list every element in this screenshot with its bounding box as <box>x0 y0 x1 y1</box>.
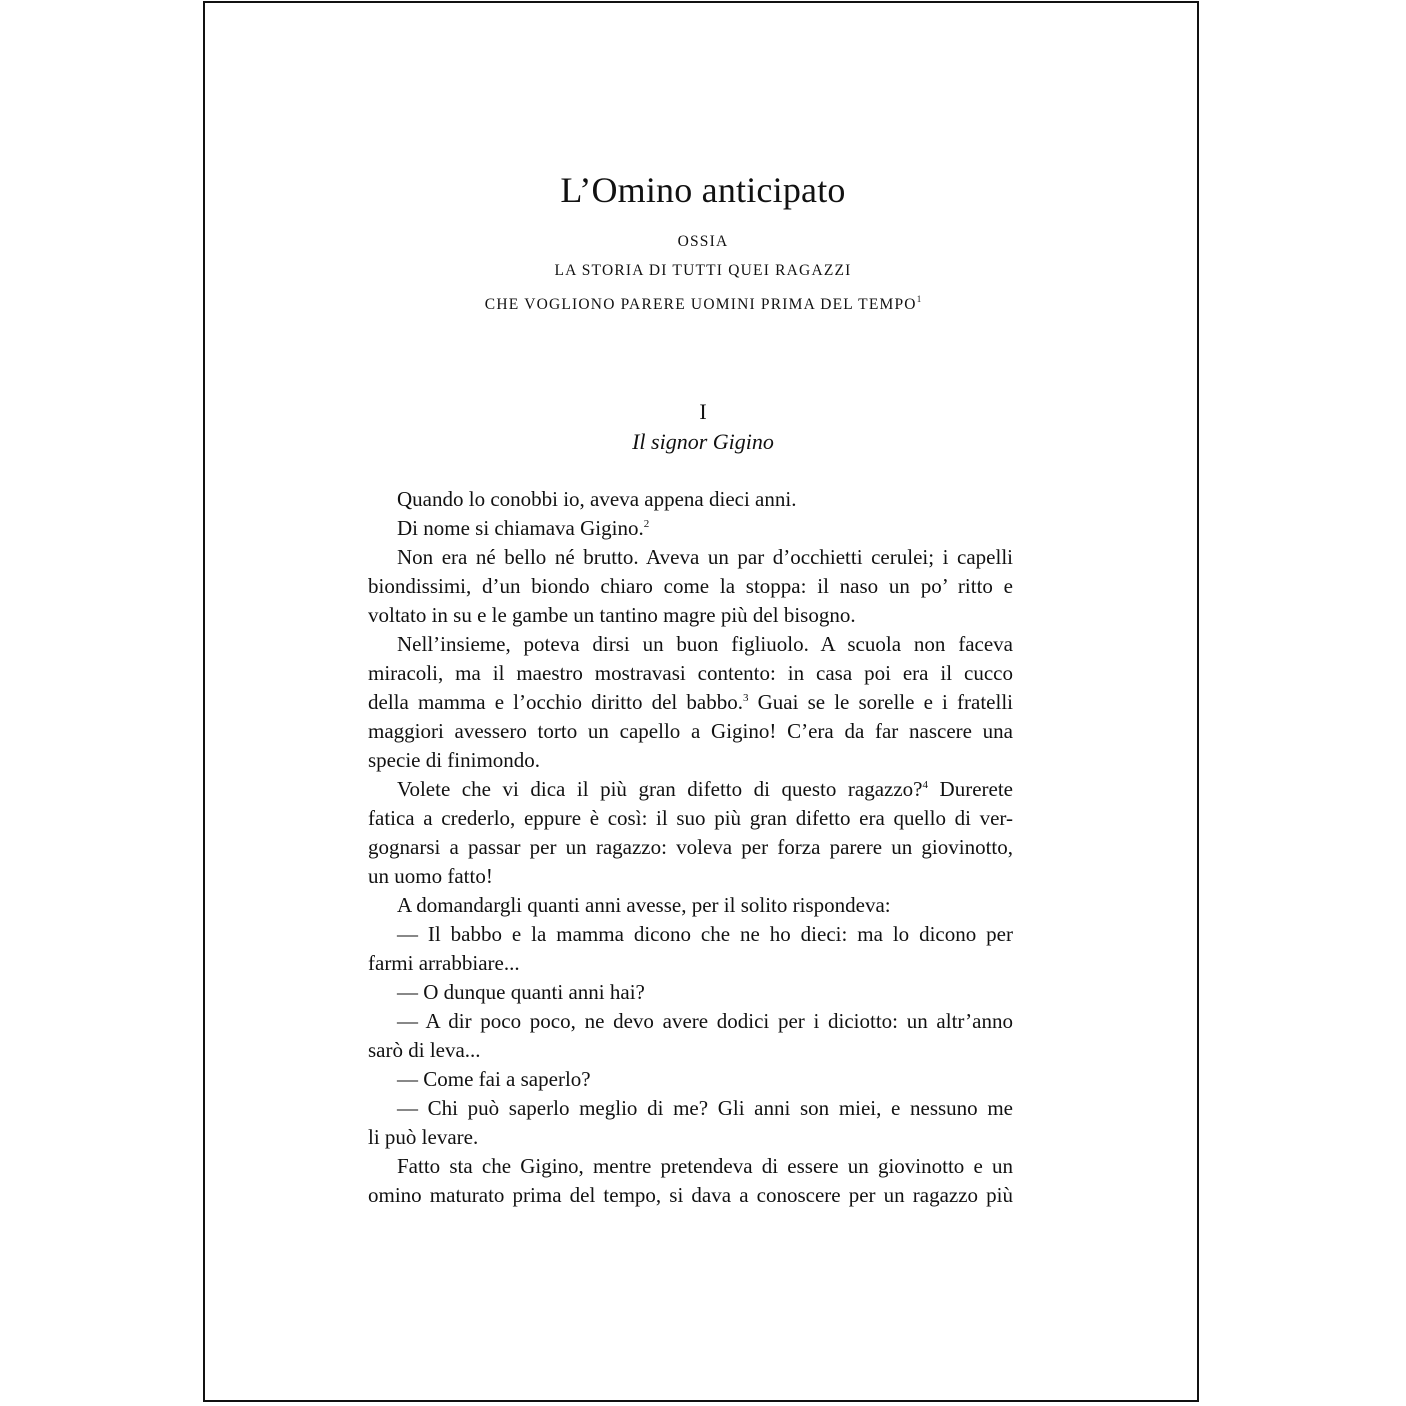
text-line-continuation: Durerete <box>928 777 1013 801</box>
text-line-content: — Chi può saperlo meglio di me? Gli anni son miei, e nessuno me <box>397 1096 1013 1120</box>
text-line <box>368 1094 1013 1123</box>
subtitle-text: CHE VOGLIONO PARERE UOMINI PRIMA DEL TEMPO <box>484 296 917 313</box>
footnote-marker: 3 <box>742 692 749 704</box>
text-line <box>368 485 1013 514</box>
text-line-content: — O dunque quanti anni hai? <box>397 980 645 1004</box>
subtitle-line-3 <box>0 285 1406 319</box>
subtitle-line-2 <box>0 256 1406 285</box>
text-line-content: A domandargli quanti anni avesse, per il solito rispondeva: <box>397 893 891 917</box>
text-line-content: Non era né bello né brutto. Aveva un par d’occhietti cerulei; i capelli <box>397 545 1013 569</box>
text-line <box>368 659 1013 688</box>
text-line-content: un uomo fatto! <box>368 864 493 888</box>
text-line-content: Nell’insieme, poteva dirsi un buon figliuolo. A scuola non faceva <box>397 632 1013 656</box>
footnote-marker: 4 <box>922 779 928 791</box>
subtitle-line-1 <box>0 227 1406 256</box>
text-line <box>368 891 1013 920</box>
text-line-content: maggiori avessero torto un capello a Gigino! C’era da far nascere una <box>368 719 1013 743</box>
chapter-number: I <box>699 399 707 424</box>
text-line <box>368 543 1013 572</box>
body-text <box>368 485 1013 1210</box>
text-line-content: della mamma e l’occhio diritto del babbo. <box>368 690 743 714</box>
chapter-title: Il signor Gigino <box>632 429 774 454</box>
text-line-content: farmi arrabbiare... <box>368 951 520 975</box>
text-line <box>368 1181 1013 1210</box>
text-line <box>368 978 1013 1007</box>
text-line-content: — A dir poco poco, ne devo avere dodici per i diciotto: un altr’anno <box>397 1009 1013 1033</box>
text-line-content: gognarsi a passar per un ragazzo: voleva per forza parere un giovinotto, <box>368 835 1013 859</box>
text-line <box>368 1036 1013 1065</box>
text-line <box>368 949 1013 978</box>
text-line-content: — Il babbo e la mamma dicono che ne ho dieci: ma lo dicono per <box>397 922 1013 946</box>
text-line <box>368 804 1013 833</box>
text-line-content: Fatto sta che Gigino, mentre pretendeva di essere un giovinotto e un <box>397 1154 1013 1178</box>
text-line <box>368 862 1013 891</box>
text-line <box>368 920 1013 949</box>
subtitle-text: LA STORIA DI TUTTI QUEI RAGAZZI <box>554 262 852 279</box>
text-line-content: biondissimi, d’un biondo chiaro come la stoppa: il naso un po’ ritto e <box>368 574 1013 598</box>
text-line <box>368 630 1013 659</box>
text-line <box>368 514 1013 543</box>
text-line <box>368 601 1013 630</box>
text-line <box>368 775 1013 804</box>
text-line <box>368 1065 1013 1094</box>
text-line-content: Di nome si chiamava Gigino. <box>397 516 644 540</box>
subtitle-text: OSSIA <box>677 233 729 250</box>
text-line <box>368 717 1013 746</box>
text-line-content: Volete che vi dica il più gran difetto di questo ragazzo? <box>397 777 923 801</box>
text-line <box>368 688 1013 717</box>
text-line <box>368 746 1013 775</box>
text-line-content: miracoli, ma il maestro mostravasi contento: in casa poi era il cucco <box>368 661 1013 685</box>
text-line-content: li può levare. <box>368 1125 479 1149</box>
text-line <box>368 1007 1013 1036</box>
text-line <box>368 1152 1013 1181</box>
text-line-content: omino maturato prima del tempo, si dava a conoscere per un ragazzo più <box>368 1183 1013 1207</box>
text-line <box>368 1123 1013 1152</box>
text-line-content: sarò di leva... <box>368 1038 481 1062</box>
text-line-content: voltato in su e le gambe un tantino magre più del bisogno. <box>368 603 856 627</box>
text-line-content: Quando lo conobbi io, aveva appena dieci anni. <box>397 487 797 511</box>
text-line <box>368 833 1013 862</box>
text-line-content: fatica a crederlo, eppure è così: il suo più gran difetto era quello di ver- <box>368 806 1013 830</box>
footnote-marker: 1 <box>916 294 922 304</box>
text-line <box>368 572 1013 601</box>
text-line-continuation: Guai se le sorelle e i fratelli <box>748 690 1013 714</box>
footnote-marker: 2 <box>643 518 650 530</box>
text-line-content: — Come fai a saperlo? <box>397 1067 591 1091</box>
book-title: L’Omino anticipato <box>560 170 846 210</box>
text-line-content: specie di finimondo. <box>368 748 541 772</box>
